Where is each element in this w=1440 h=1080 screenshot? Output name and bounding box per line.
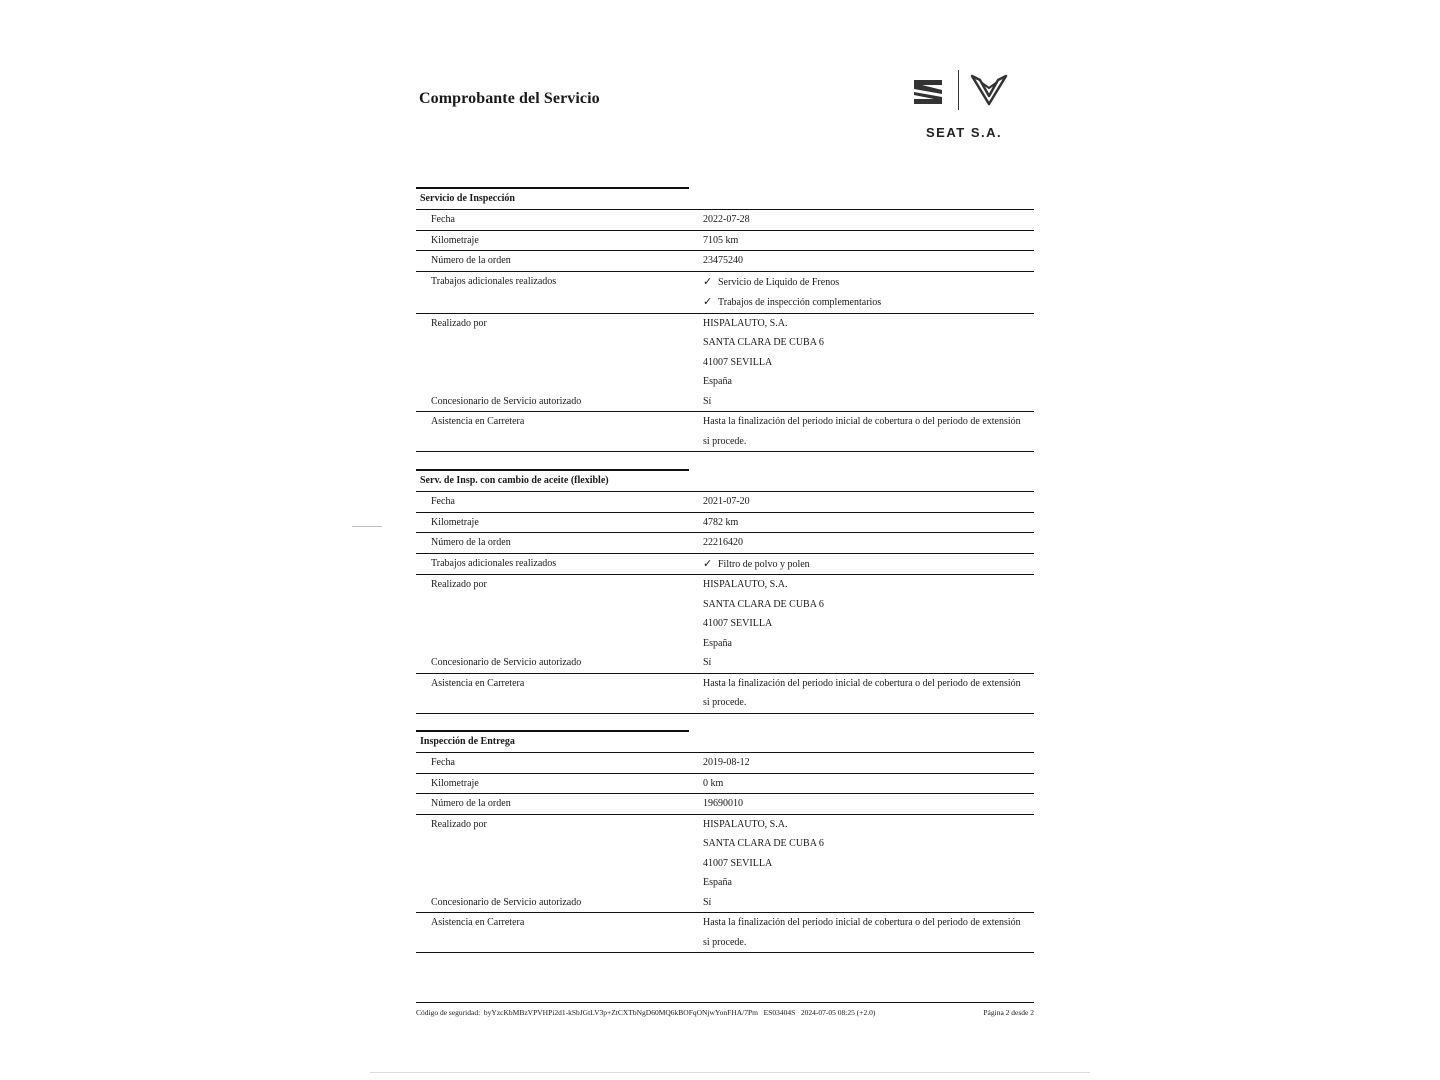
field-value-line: si procede. [703,697,747,708]
timestamp: 2024-07-05 08:25 (+2.0) [800,1008,876,1017]
logo-divider [958,70,959,110]
field-label-text: Fecha [431,214,455,225]
field-value [688,893,1034,913]
service-section [416,187,1034,452]
doc-ref: ES03404S [763,1008,796,1017]
field-value-line: HISPALAUTO, S.A. [703,579,788,590]
field-label [416,674,688,713]
field-value-line: 0 km [703,777,724,789]
field-label-text: Asistencia en Carretera [431,677,525,689]
field-row [416,251,1034,272]
field-value-line: 41007 SEVILLA [703,857,773,869]
field-label [416,513,688,533]
field-value-line: España [703,376,732,387]
field-value [688,513,1034,533]
field-row [416,392,1034,413]
seat-logo-icon [912,78,944,106]
field-value [688,794,1034,814]
brand-logo [910,68,1010,148]
field-label [416,753,688,773]
field-label [416,412,688,451]
field-label-text: Asistencia en Carretera [431,917,525,928]
section-title: Serv. de Insp. con cambio de aceite (flexible) [416,471,1034,492]
page-footer [416,1002,1034,1017]
field-row [416,314,1034,392]
field-value [688,251,1034,271]
field-value [688,774,1034,794]
field-label [416,794,688,814]
field-label-text: Fecha [431,757,455,768]
section-title: Servicio de Inspección [416,189,1034,210]
field-value [688,674,1034,713]
field-label [416,314,688,392]
field-value [688,753,1034,773]
field-value-line: 23475240 [703,255,743,266]
field-label [416,392,688,412]
field-value-line: 41007 SEVILLA [703,618,773,629]
page-number: Página 2 desde 2 [983,1008,1034,1017]
field-label [416,251,688,271]
field-value-line: Hasta la finalización del periodo inicial de cobertura o del periodo de extensión [703,917,1021,928]
field-label-text: Realizado por [431,317,487,329]
service-section [416,469,1034,714]
field-row [416,575,1034,653]
field-value-line: 2022-07-28 [703,214,750,225]
field-value-line: si procede. [703,435,747,447]
field-label-text: Trabajos adicionales realizados [431,275,557,287]
field-value-line: 2019-08-12 [703,757,750,768]
field-value-line: Sí [703,896,712,908]
field-label-text: Número de la orden [431,798,511,809]
field-label [416,815,688,893]
checkmark-icon: ✓ [703,295,713,308]
scan-artifact [352,526,382,527]
field-row [416,653,1034,674]
field-value-line: España [703,877,732,888]
scan-artifact [370,1072,1090,1073]
field-value [688,554,1034,575]
field-value-line: 7105 km [703,234,739,246]
field-row [416,210,1034,231]
field-label-text: Concesionario de Servicio autorizado [431,657,582,668]
field-value-line: 41007 SEVILLA [703,356,773,368]
field-value-line: SANTA CLARA DE CUBA 6 [703,598,824,610]
field-value [688,412,1034,451]
field-row [416,774,1034,795]
field-value [688,210,1034,230]
field-label [416,774,688,794]
field-value-line: SANTA CLARA DE CUBA 6 [703,838,824,849]
field-value-line: HISPALAUTO, S.A. [703,317,788,329]
field-row [416,913,1034,953]
field-value [688,231,1034,251]
check-item [703,272,1034,293]
security-label: Código de seguridad: [416,1008,481,1017]
field-row [416,674,1034,714]
field-value [688,272,1034,313]
field-row [416,815,1034,893]
field-label [416,272,688,313]
check-item [703,292,1034,313]
cupra-logo-icon [970,74,1008,106]
checkmark-icon: ✓ [703,274,713,288]
section-title: Inspección de Entrega [416,732,1034,753]
field-label-text: Fecha [431,496,455,507]
field-value-line: Sí [703,395,712,407]
field-value-line: Hasta la finalización del periodo inicial de cobertura o del periodo de extensión [703,677,1021,689]
check-item [703,554,1034,575]
check-item-text: Trabajos de inspección complementarios [718,297,882,308]
field-value-line: Sí [703,657,712,668]
service-section [416,730,1034,953]
security-code: byYzcKbMBzVPVHPi2d1-kSbJGtLV3p+ZtCXTbNgD60MQ6kBOFqONjwYonFHA/7Pm [483,1008,758,1017]
field-value-line: HISPALAUTO, S.A. [703,818,788,830]
field-label [416,533,688,553]
field-value-line: España [703,637,732,649]
field-value-line: Hasta la finalización del periodo inicial de cobertura o del periodo de extensión [703,416,1021,427]
field-row [416,272,1034,314]
field-value-line: 19690010 [703,798,743,809]
field-label [416,231,688,251]
field-value [688,533,1034,553]
field-label-text: Trabajos adicionales realizados [431,557,557,569]
checkmark-icon: ✓ [703,556,713,570]
field-label [416,575,688,653]
field-value [688,913,1034,952]
check-item-text: Filtro de polvo y polen [718,558,810,570]
field-value-line: 4782 km [703,516,739,528]
field-label-text: Kilometraje [431,234,479,246]
field-value [688,653,1034,673]
field-value [688,492,1034,512]
field-row [416,231,1034,252]
field-label [416,913,688,952]
field-value [688,575,1034,653]
field-label-text: Realizado por [431,579,487,590]
document-title: Comprobante del Servicio [419,90,600,107]
field-value-line: si procede. [703,936,747,948]
field-label-text: Asistencia en Carretera [431,416,525,427]
security-info [416,1008,875,1017]
field-label-text: Concesionario de Servicio autorizado [431,896,582,908]
field-row [416,794,1034,815]
field-row [416,412,1034,452]
field-value-line: SANTA CLARA DE CUBA 6 [703,337,824,348]
field-value-line: 2021-07-20 [703,496,750,507]
field-label-text: Kilometraje [431,777,479,789]
field-row [416,513,1034,534]
field-label-text: Número de la orden [431,537,511,548]
field-value [688,314,1034,392]
field-row [416,492,1034,513]
field-label-text: Realizado por [431,818,487,830]
field-label-text: Número de la orden [431,255,511,266]
field-label [416,554,688,575]
field-value [688,392,1034,412]
field-row [416,533,1034,554]
field-value [688,815,1034,893]
field-row [416,893,1034,914]
field-label [416,653,688,673]
field-label-text: Concesionario de Servicio autorizado [431,395,582,407]
check-item-text: Servicio de Liquido de Frenos [718,276,840,288]
field-row [416,554,1034,576]
field-row [416,753,1034,774]
field-label [416,210,688,230]
field-label-text: Kilometraje [431,516,479,528]
field-label [416,492,688,512]
brand-name: SEAT S.A. [926,125,1003,140]
field-label [416,893,688,913]
field-value-line: 22216420 [703,537,743,548]
